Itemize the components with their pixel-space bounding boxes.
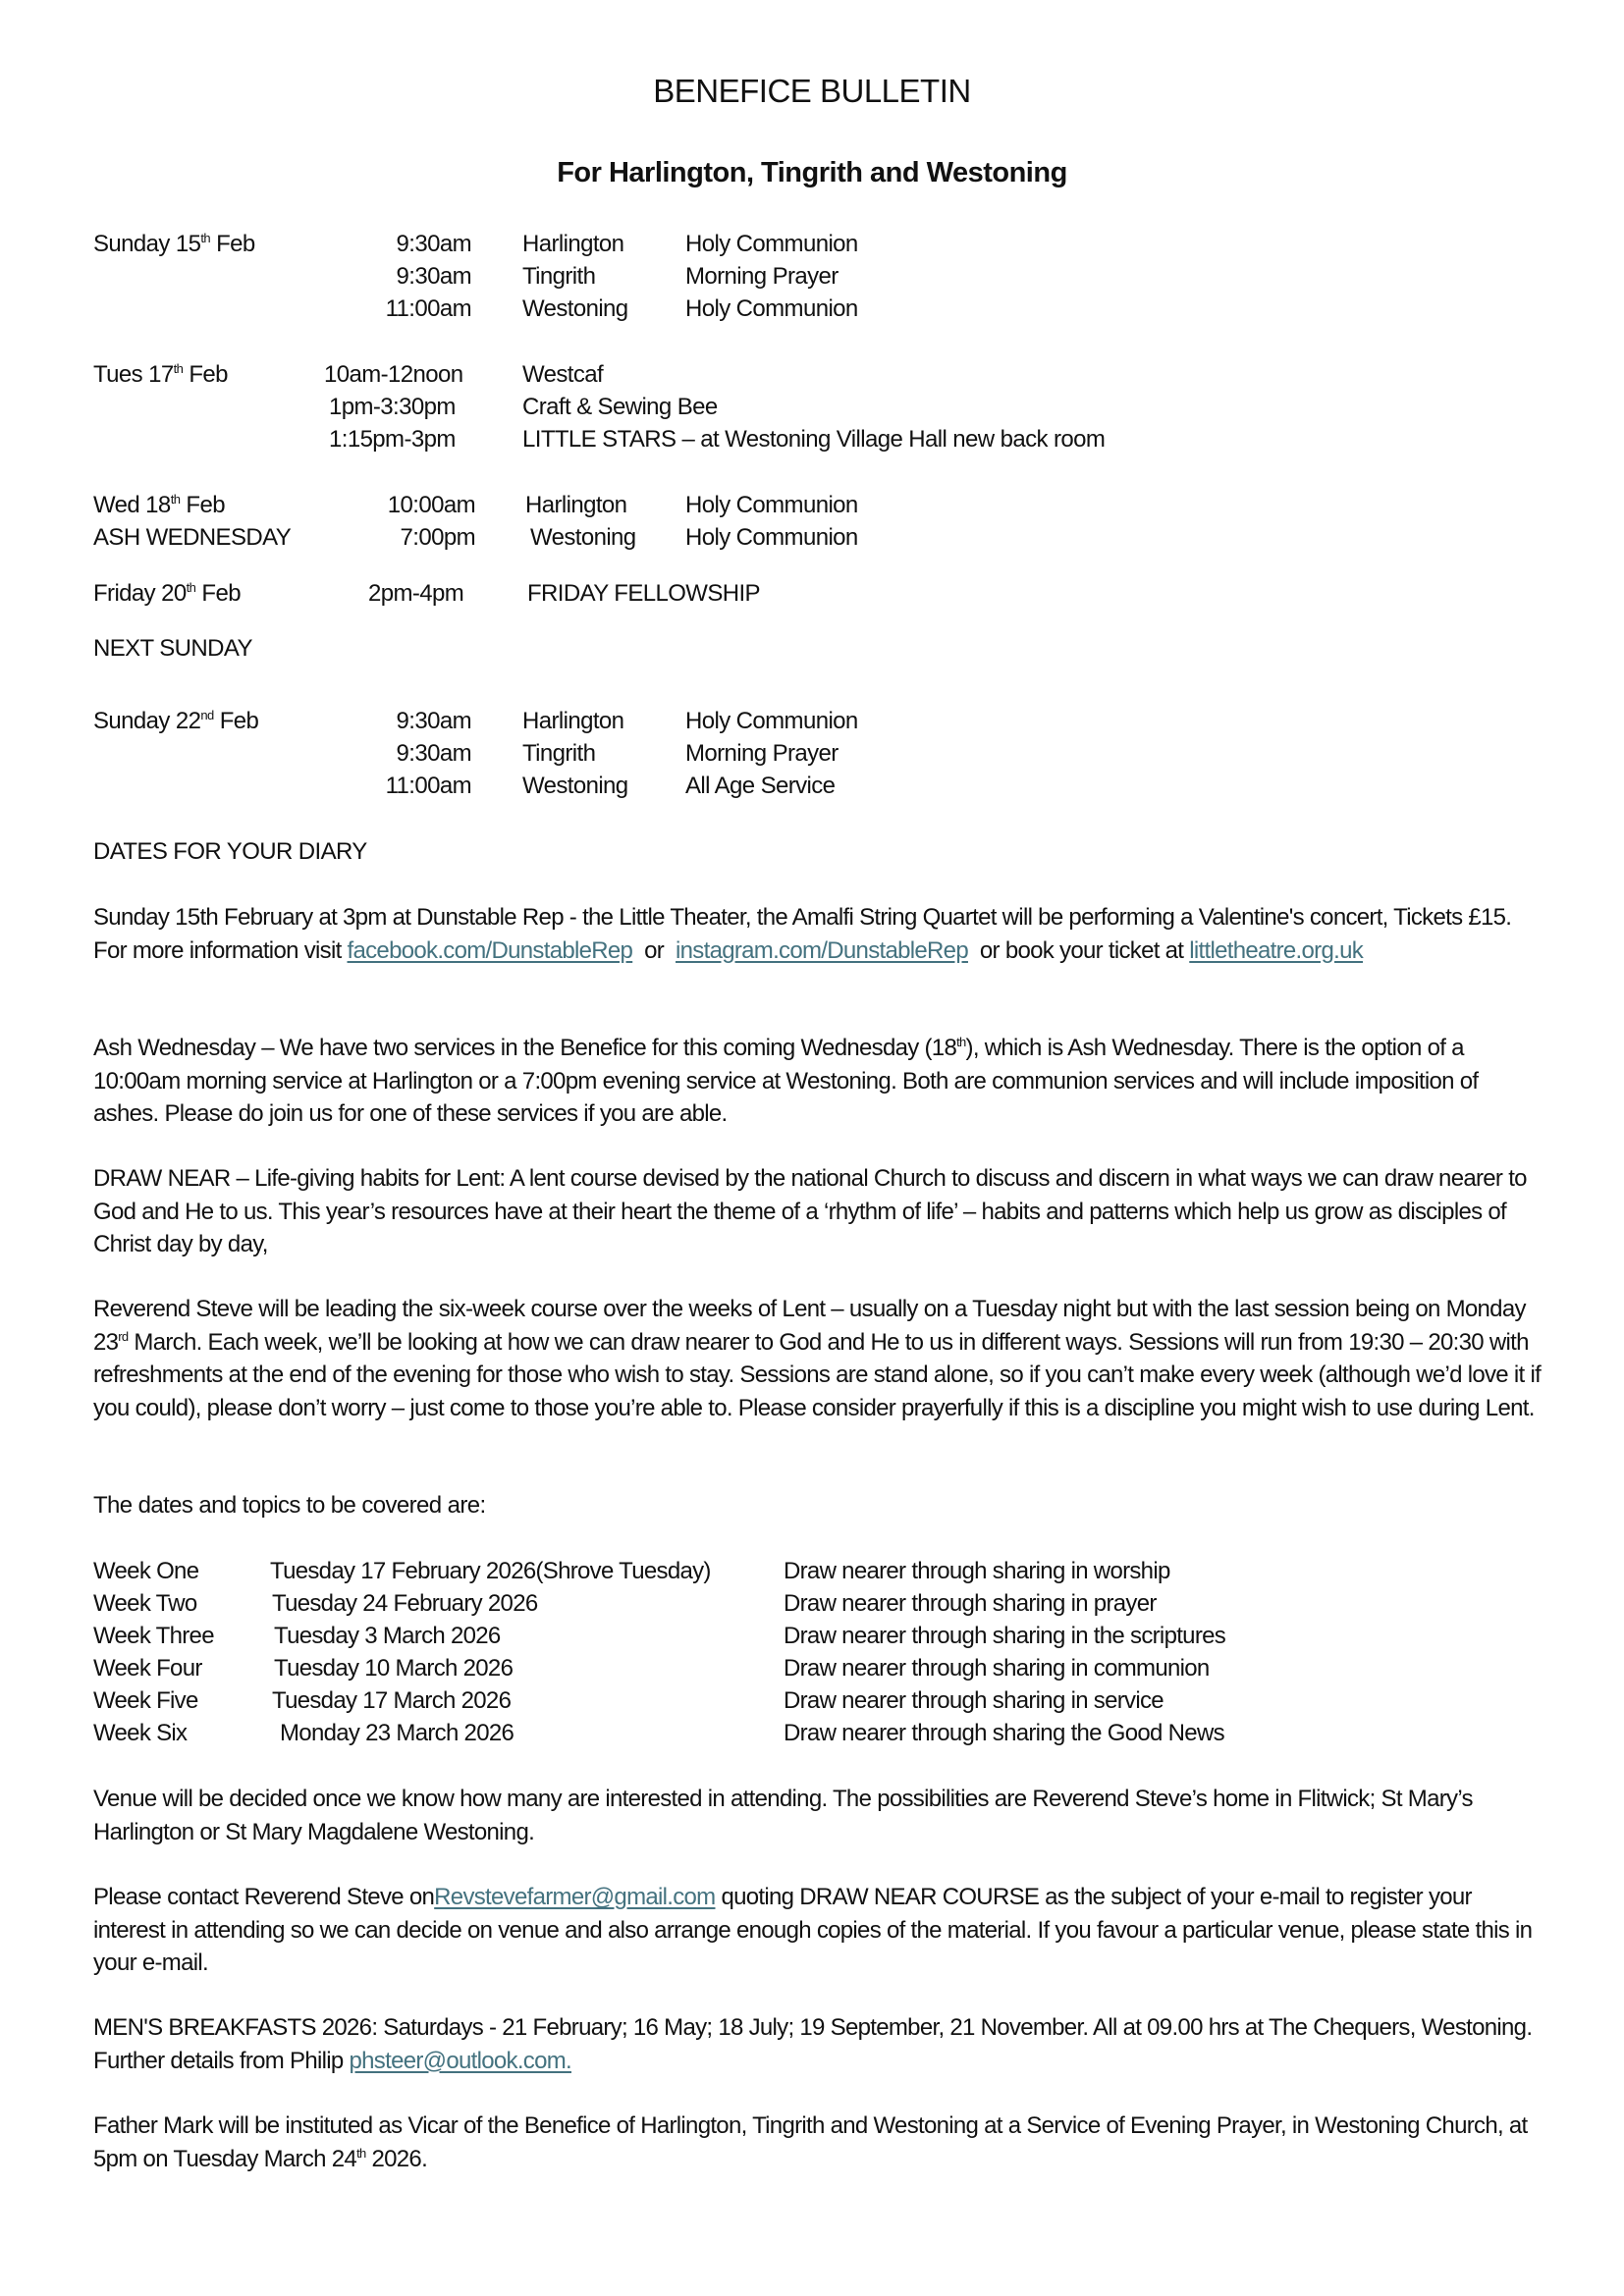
reverend-steve-notice: Reverend Steve will be leading the six-week course over the weeks of Lent – usually on a Tuesday night but with the last session being on Monday 23rd March. Each week, we’ll be looking at how we can draw nearer to God and He to us in different ways. Sessions will run from 19:30 – 20:30 with refreshments at the end of the evening for those who wish to stay. Sessions are stand alone, so if you can’t make every week (although we’d love it if you could), please don’t worry – just come to those you’re able to. Please consider prayerfully if this is a discipline you might wish to use during Lent. [93, 1296, 1542, 1421]
service-time: 9:30am [396, 231, 471, 257]
event-time: 1pm-3:30pm [329, 394, 456, 420]
week-date: Tuesday 24 February 2026 [272, 1590, 538, 1617]
schedule-row [93, 489, 1468, 521]
week-date: Monday 23 March 2026 [280, 1720, 514, 1746]
bulletin-title: BENEFICE BULLETIN [653, 73, 971, 109]
schedule-day: Tues 17th Feb [93, 361, 228, 388]
week-topic: Draw nearer through sharing in service [784, 1687, 1164, 1714]
week-date: Tuesday 17 March 2026 [272, 1687, 512, 1714]
week-row [93, 1652, 1468, 1684]
week-date: Tuesday 17 February 2026(Shrove Tuesday) [270, 1558, 711, 1584]
service-type: Holy Communion [685, 524, 858, 551]
service-type: Morning Prayer [685, 740, 839, 767]
service-location: Westoning [522, 295, 628, 322]
week-label: Week Three [93, 1623, 214, 1649]
event-time: 10am-12noon [324, 361, 463, 388]
service-type: Morning Prayer [685, 263, 839, 290]
service-location: Tingrith [522, 263, 596, 290]
schedule-row [93, 737, 1468, 770]
schedule-row [93, 521, 1468, 554]
instagram-link[interactable]: instagram.com/DunstableRep [676, 936, 968, 964]
week-label: Week Five [93, 1687, 198, 1714]
service-type: Holy Communion [685, 231, 858, 257]
schedule-day: Sunday 22nd Feb [93, 708, 259, 734]
week-date: Tuesday 3 March 2026 [274, 1623, 501, 1649]
schedule-row [93, 228, 1468, 260]
service-time: 9:30am [396, 263, 471, 290]
service-location: Harlington [522, 708, 624, 734]
service-time: 11:00am [385, 295, 471, 322]
service-location: Harlington [522, 231, 624, 257]
draw-near-notice: DRAW NEAR – Life-giving habits for Lent: A lent course devised by the national Church to discuss and discern in what ways we can draw nearer to God and He to us. This year’s resources have at their heart the theme of a ‘rhythm of life’ – habits and patterns which help us grow as disciples of Christ day by day, [93, 1165, 1527, 1257]
mens-breakfasts-notice: MEN'S BREAKFASTS 2026: Saturdays - 21 February; 16 May; 18 July; 19 September, 21 November. All at 09.00 hrs at The Chequers, Westoning. Further details from Philip phsteer@outlook.com. [93, 2014, 1533, 2074]
schedule-day: Friday 20th Feb [93, 580, 241, 607]
week-topic: Draw nearer through sharing the Good News [784, 1720, 1224, 1746]
event-time: 1:15pm-3pm [329, 426, 456, 453]
concert-notice: Sunday 15th February at 3pm at Dunstable Rep - the Little Theater, the Amalfi String Quartet will be performing a Valentine's concert, Tickets £15. For more information visit facebook.com/DunstableRep or instagram.com/DunstableRep or book your ticket at littletheatre.org.uk [93, 904, 1512, 964]
ash-wednesday-label: ASH WEDNESDAY [93, 524, 292, 551]
next-sunday-heading: NEXT SUNDAY [93, 635, 252, 662]
schedule-day: Sunday 15th Feb [93, 231, 255, 257]
schedule-row [93, 423, 1468, 455]
revsteve-email-link[interactable]: Revstevefarmer@gmail.com [434, 1884, 716, 1910]
event-name: FRIDAY FELLOWSHIP [527, 580, 760, 607]
week-label: Week One [93, 1558, 199, 1584]
week-row [93, 1587, 1468, 1620]
week-topic: Draw nearer through sharing in worship [784, 1558, 1170, 1584]
week-topic: Draw nearer through sharing in communion [784, 1655, 1210, 1682]
service-location: Tingrith [522, 740, 596, 767]
service-location: Westoning [522, 773, 628, 799]
little-theatre-link[interactable]: littletheatre.org.uk [1189, 936, 1364, 964]
week-row [93, 1684, 1468, 1717]
institution-notice: Father Mark will be instituted as Vicar of the Benefice of Harlington, Tingrith and Westoning at a Service of Evening Prayer, in Westoning Church, at 5pm on Tuesday March 24th 2026. [93, 2112, 1528, 2172]
topics-intro: The dates and topics to be covered are: [93, 1492, 486, 1519]
schedule-row [93, 391, 1468, 423]
week-row [93, 1555, 1468, 1587]
event-name: Craft & Sewing Bee [522, 394, 718, 420]
schedule-row [93, 293, 1468, 325]
schedule-row [93, 260, 1468, 293]
week-label: Week Four [93, 1655, 202, 1682]
service-time: 9:30am [396, 740, 471, 767]
schedule-day: Wed 18th Feb [93, 492, 225, 518]
service-type: Holy Communion [685, 492, 858, 518]
week-date: Tuesday 10 March 2026 [274, 1655, 514, 1682]
event-name: LITTLE STARS – at Westoning Village Hall new back room [522, 426, 1106, 453]
service-time: 7:00pm [400, 524, 475, 551]
week-label: Week Six [93, 1720, 188, 1746]
week-row [93, 1620, 1468, 1652]
week-row [93, 1717, 1468, 1749]
bulletin-subtitle: For Harlington, Tingrith and Westoning [557, 157, 1067, 188]
facebook-link[interactable]: facebook.com/DunstableRep [347, 936, 633, 964]
service-location: Harlington [525, 492, 627, 518]
schedule-row [93, 770, 1468, 802]
service-type: Holy Communion [685, 295, 858, 322]
venue-notice: Venue will be decided once we know how many are interested in attending. The possibilities are Reverend Steve’s home in Flitwick; St Mary’s Harlington or St Mary Magdalene Westoning. [93, 1786, 1473, 1845]
week-label: Week Two [93, 1590, 197, 1617]
service-type: Holy Communion [685, 708, 858, 734]
ash-wednesday-notice: Ash Wednesday – We have two services in the Benefice for this coming Wednesday (18th), which is Ash Wednesday. There is the option of a 10:00am morning service at Harlington or a 7:00pm evening service at Westoning. Both are communion services and will include imposition of ashes. Please do join us for one of these services if you are able. [93, 1035, 1479, 1127]
contact-notice: Please contact Reverend Steve onRevstevefarmer@gmail.com quoting DRAW NEAR COURSE as the subject of your e-mail to register your interest in attending so we can decide on venue and also arrange enough copies of the material. If you favour a particular venue, please state this in your e-mail. [93, 1884, 1533, 1976]
week-topic: Draw nearer through sharing in prayer [784, 1590, 1157, 1617]
service-time: 11:00am [385, 773, 471, 799]
schedule-row [93, 705, 1468, 737]
service-location: Westoning [530, 524, 636, 551]
service-time: 10:00am [387, 492, 475, 518]
diary-heading: DATES FOR YOUR DIARY [93, 838, 367, 865]
week-topic: Draw nearer through sharing in the scriptures [784, 1623, 1226, 1649]
event-name: Westcaf [522, 361, 604, 388]
event-time: 2pm-4pm [368, 580, 464, 607]
schedule-row [93, 358, 1468, 391]
service-type: All Age Service [685, 773, 836, 799]
service-time: 9:30am [396, 708, 471, 734]
phsteer-email-link[interactable]: phsteer@outlook.com. [349, 2047, 571, 2074]
